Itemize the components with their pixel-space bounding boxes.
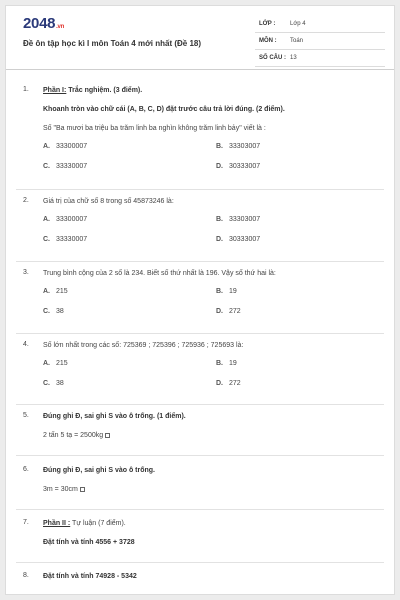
part-title: Trắc nghiệm. (3 điểm). [66,87,143,94]
answer-statement: 2 tấn 5 tạ = 2500kg [43,432,104,439]
option-label: D. [216,380,223,387]
meta-row-subject [255,33,385,50]
logo-suffix: .vn [56,24,64,30]
document-title: Đề ôn tập học kì I môn Toán 4 mới nhất (Đề 18) [23,39,202,48]
option-d[interactable] [216,236,260,243]
meta-value: 13 [290,55,297,61]
answer-line [43,431,383,440]
option-value: 33300007 [56,143,88,150]
option-c[interactable] [43,380,64,387]
option-label: C. [43,380,50,387]
option-a[interactable] [43,216,87,223]
part-label: Phần II : [43,520,71,527]
option-value: 19 [229,360,237,367]
question-text: Số "Ba mươi ba triệu ba trăm linh ba nghìn không trăm linh bảy" viết là : [43,125,266,132]
option-label: A. [43,143,50,150]
answer-options [43,288,383,336]
question-number: 7. [23,519,29,526]
divider [16,562,384,563]
option-label: D. [216,308,223,315]
meta-row-class [255,16,385,33]
question-body [43,466,383,504]
option-label: A. [43,216,50,223]
option-b[interactable] [216,216,260,223]
question-number: 3. [23,269,29,276]
divider [16,333,384,334]
option-a[interactable] [43,288,68,295]
answer-options [43,216,383,264]
question-body [43,572,383,591]
question-text: Đúng ghi Đ, sai ghi S vào ô trống. (1 điểm). [43,413,186,420]
question-text: Đặt tính và tính 4556 + 3728 [43,539,135,546]
option-value: 33330007 [56,163,88,170]
part-label: Phần I: [43,87,67,94]
answer-options [43,143,383,191]
question-text: Trung bình cộng của 2 số là 234. Biết số thứ nhất là 196. Vậy số thứ hai là: [43,270,276,277]
logo-text: 2048 [23,15,56,32]
meta-value: Toán [290,38,304,44]
option-value: 215 [56,360,68,367]
option-value: 33303007 [229,216,261,223]
question-number: 2. [23,197,29,204]
answer-line [43,485,383,494]
question-text: Đặt tính và tính 74928 - 5342 [43,573,137,580]
option-value: 38 [56,308,64,315]
part-title: Tự luận (7 điểm). [70,520,126,527]
answer-statement: 3m = 30cm [43,486,78,493]
option-label: B. [216,143,223,150]
option-value: 272 [229,380,241,387]
option-b[interactable] [216,143,260,150]
site-logo[interactable] [23,15,64,32]
meta-label: SỐ CÂU : [259,55,286,61]
question-number: 5. [23,412,29,419]
divider [16,189,384,190]
option-value: 215 [56,288,68,295]
question-body [43,86,383,191]
option-value: 272 [229,308,241,315]
divider [16,455,384,456]
meta-label: MÔN : [259,38,277,44]
option-label: D. [216,163,223,170]
option-label: B. [216,288,223,295]
divider [16,404,384,405]
option-value: 38 [56,380,64,387]
answer-checkbox[interactable] [105,433,110,438]
option-c[interactable] [43,163,87,170]
document-header [6,6,394,70]
option-value: 33330007 [56,236,88,243]
option-label: A. [43,360,50,367]
question-body [43,341,383,408]
option-c[interactable] [43,236,87,243]
meta-row-question-count [255,50,385,67]
option-c[interactable] [43,308,64,315]
question-text: Giá trị của chữ số 8 trong số 45873246 là: [43,198,174,205]
option-d[interactable] [216,308,241,315]
question-number: 8. [23,572,29,579]
option-label: C. [43,308,50,315]
option-value: 33300007 [56,216,88,223]
question-body [43,519,383,557]
question-number: 1. [23,86,29,93]
question-text: Số lớn nhất trong các số: 725369 ; 725396 ; 725936 ; 725693 là: [43,342,244,349]
answer-options [43,360,383,408]
question-text: Đúng ghi Đ, sai ghi S vào ô trống. [43,467,155,474]
meta-label: LỚP : [259,21,276,27]
question-number: 6. [23,466,29,473]
answer-checkbox[interactable] [80,487,85,492]
divider [16,261,384,262]
option-value: 30333007 [229,236,261,243]
document-page [5,5,395,595]
option-label: C. [43,163,50,170]
part-heading [43,86,383,95]
option-label: B. [216,216,223,223]
question-body [43,412,383,450]
question-body [43,269,383,336]
part-heading [43,519,383,528]
option-b[interactable] [216,288,237,295]
question-body [43,197,383,264]
option-label: B. [216,360,223,367]
option-d[interactable] [216,163,260,170]
instruction-text: Khoanh tròn vào chữ cái (A, B, C, D) đặt trước câu trả lời đúng. (2 điểm). [43,106,285,113]
option-label: D. [216,236,223,243]
meta-table [255,16,385,67]
option-value: 30333007 [229,163,261,170]
question-number: 4. [23,341,29,348]
meta-value: Lớp 4 [290,21,306,27]
option-a[interactable] [43,360,68,367]
option-label: A. [43,288,50,295]
option-a[interactable] [43,143,87,150]
option-d[interactable] [216,380,241,387]
option-b[interactable] [216,360,237,367]
option-value: 33303007 [229,143,261,150]
divider [16,509,384,510]
option-label: C. [43,236,50,243]
option-value: 19 [229,288,237,295]
